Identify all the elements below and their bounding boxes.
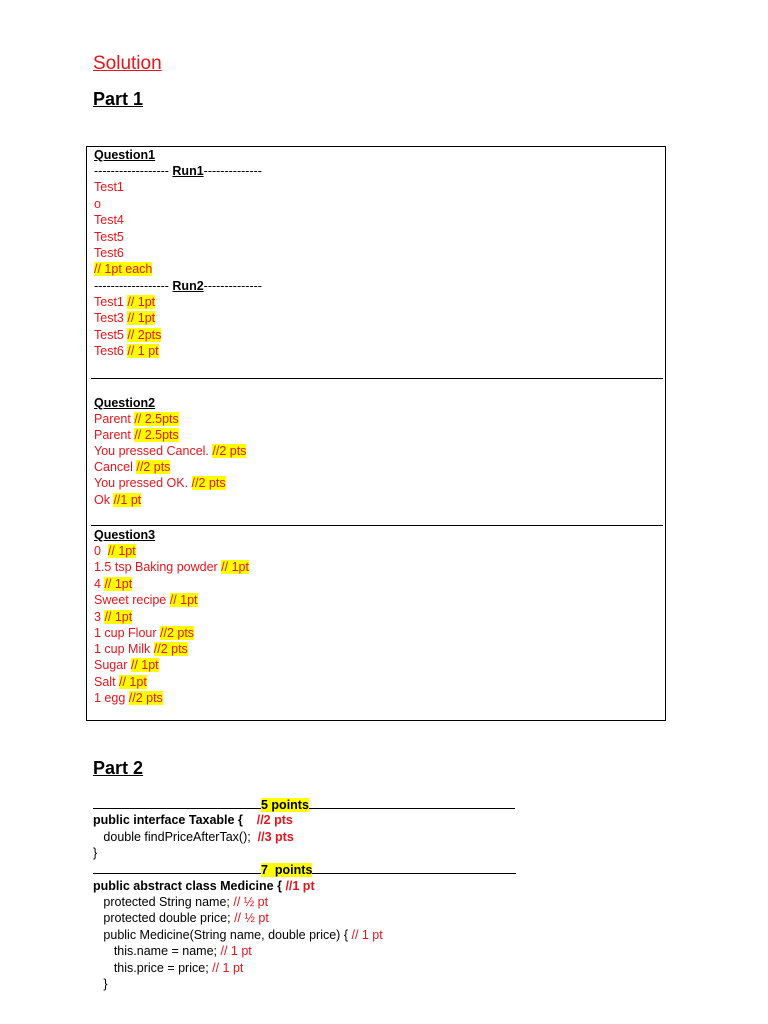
run1-separator: ------------------ Run1-------------- (94, 164, 262, 178)
q2-line: You pressed OK. //2 pts (94, 476, 226, 490)
constructor: public Medicine(String name, double price) { // 1 pt (93, 928, 383, 942)
question3-label: Question3 (94, 528, 156, 542)
q2-line: You pressed Cancel. //2 pts (94, 444, 247, 458)
q3-line: 3 // 1pt (94, 610, 133, 624)
interface-declaration: public interface Taxable { //2 pts (93, 813, 293, 827)
q3-line: 1 cup Flour //2 pts (94, 626, 195, 640)
q3-line: 1 egg //2 pts (94, 691, 163, 705)
field-price: protected double price; // ½ pt (93, 911, 269, 925)
run1-line: Test6 (94, 246, 124, 260)
q3-line: 4 // 1pt (94, 577, 133, 591)
run1-line: Test1 (94, 180, 124, 194)
run2-separator: ------------------ Run2-------------- (94, 279, 262, 293)
run2-line: Test1 // 1pt (94, 295, 156, 309)
q2-line: Parent // 2.5pts (94, 412, 179, 426)
part1-heading: Part 1 (93, 89, 144, 109)
q3-line: 1 cup Milk //2 pts (94, 642, 188, 656)
run1-line: Test5 (94, 230, 124, 244)
question2-label: Question2 (94, 396, 156, 410)
divider (91, 378, 663, 379)
q2-line: Cancel //2 pts (94, 460, 171, 474)
run1-line: o (94, 197, 101, 211)
method-declaration: double findPriceAfterTax(); //3 pts (93, 830, 294, 844)
assign-price: this.price = price; // 1 pt (93, 961, 244, 975)
part2-heading: Part 2 (93, 758, 144, 778)
closing-brace: } (93, 846, 98, 860)
run1-points-note: // 1pt each (94, 262, 153, 276)
q2-line: Ok //1 pt (94, 493, 142, 507)
q3-line: 1.5 tsp Baking powder // 1pt (94, 560, 249, 574)
assign-name: this.name = name; // 1 pt (93, 944, 252, 958)
closing-brace: } (93, 977, 108, 991)
field-name: protected String name; // ½ pt (93, 895, 269, 909)
run2-line: Test5 // 2pts (94, 328, 162, 342)
q3-line: 0 // 1pt (94, 544, 136, 558)
class-declaration: public abstract class Medicine { //1 pt (93, 879, 315, 893)
run2-line: Test6 // 1 pt (94, 344, 159, 358)
q3-line: Salt // 1pt (94, 675, 147, 689)
points-line-5: 5 points (93, 796, 515, 813)
solution-title: Solution (93, 53, 162, 74)
run2-line: Test3 // 1pt (94, 311, 156, 325)
divider (91, 525, 663, 526)
q3-line: Sweet recipe // 1pt (94, 593, 198, 607)
run1-line: Test4 (94, 213, 124, 227)
points-line-7: 7 points (93, 861, 516, 878)
answer-box (86, 146, 666, 721)
q3-line: Sugar // 1pt (94, 658, 159, 672)
q2-line: Parent // 2.5pts (94, 428, 179, 442)
question1-label: Question1 (94, 148, 156, 162)
